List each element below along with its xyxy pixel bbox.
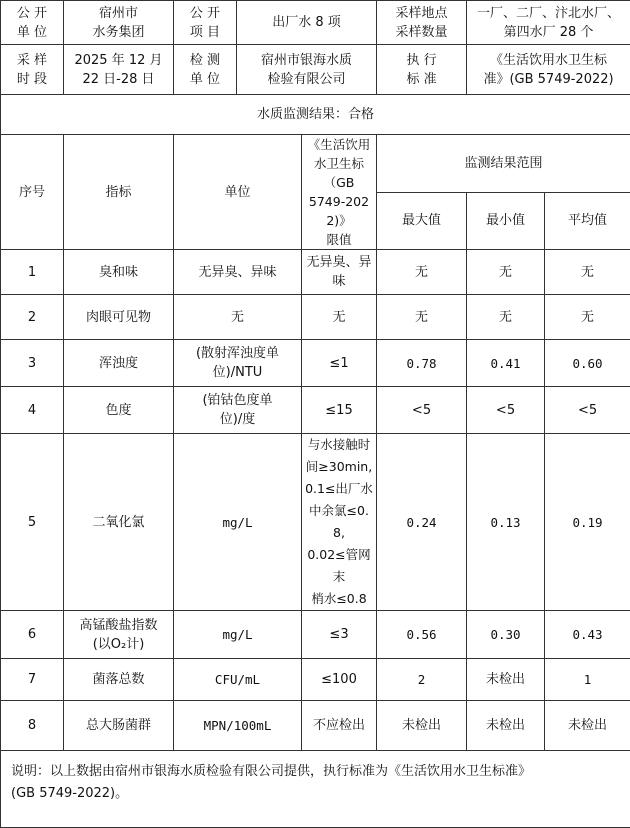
row-no: 7 <box>1 659 64 701</box>
row-no: 5 <box>1 434 64 611</box>
col-no: 序号 <box>1 135 64 250</box>
row-avg: <5 <box>545 387 630 434</box>
row-max: 0.78 <box>377 340 467 387</box>
row-max: 2 <box>377 659 467 701</box>
row-avg: 无 <box>545 250 630 295</box>
row-no: 3 <box>1 340 64 387</box>
row-no: 6 <box>1 611 64 659</box>
col-indicator: 指标 <box>64 135 174 250</box>
row-min: 无 <box>467 295 545 340</box>
row-min: 0.41 <box>467 340 545 387</box>
site-label: 采样地点 采样数量 <box>377 1 467 45</box>
row-max: 0.24 <box>377 434 467 611</box>
table-row <box>1 434 630 611</box>
row-indicator: 色度 <box>64 387 174 434</box>
unit-value: 宿州市 水务集团 <box>64 1 174 45</box>
row-indicator: 二氧化氯 <box>64 434 174 611</box>
row-no: 2 <box>1 295 64 340</box>
site-value: 一厂、二厂、汴北水厂、 第四水厂 28 个 <box>467 1 630 45</box>
row-limit: ≤3 <box>302 611 377 659</box>
row-indicator: 总大肠菌群 <box>64 701 174 751</box>
table-row <box>1 701 630 751</box>
row-avg: 0.43 <box>545 611 630 659</box>
table-row <box>1 250 630 295</box>
row-max: 0.56 <box>377 611 467 659</box>
row-unit: (铂钴色度单 位)/度 <box>174 387 302 434</box>
row-limit: ≤1 <box>302 340 377 387</box>
org-label: 检 测 单 位 <box>174 45 237 95</box>
row-min: 无 <box>467 250 545 295</box>
row-unit: MPN/100mL <box>174 701 302 751</box>
row-avg: 0.19 <box>545 434 630 611</box>
row-min: <5 <box>467 387 545 434</box>
table-row <box>1 340 630 387</box>
row-unit: (散射浑浊度单 位)/NTU <box>174 340 302 387</box>
row-avg: 0.60 <box>545 340 630 387</box>
table-row <box>1 387 630 434</box>
result-title: 水质监测结果：合格 <box>1 95 630 135</box>
row-unit: 无 <box>174 295 302 340</box>
row-limit: 不应检出 <box>302 701 377 751</box>
col-min: 最小值 <box>467 192 545 250</box>
row-indicator: 浑浊度 <box>64 340 174 387</box>
project-label: 公 开 项 目 <box>174 1 237 45</box>
row-unit: CFU/mL <box>174 659 302 701</box>
std-value: 《生活饮用水卫生标 准》(GB 5749-2022) <box>467 45 630 95</box>
period-label: 采 样 时 段 <box>1 45 64 95</box>
row-limit: ≤15 <box>302 387 377 434</box>
row-avg: 未检出 <box>545 701 630 751</box>
std-label: 执 行 标 准 <box>377 45 467 95</box>
row-avg: 无 <box>545 295 630 340</box>
row-unit: 无异臭、异味 <box>174 250 302 295</box>
row-unit: mg/L <box>174 611 302 659</box>
row-limit: ≤100 <box>302 659 377 701</box>
row-indicator: 臭和味 <box>64 250 174 295</box>
col-avg: 平均值 <box>545 192 630 250</box>
col-max: 最大值 <box>377 192 467 250</box>
row-min: 0.13 <box>467 434 545 611</box>
row-max: 未检出 <box>377 701 467 751</box>
row-unit: mg/L <box>174 434 302 611</box>
row-max: 无 <box>377 250 467 295</box>
org-value: 宿州市银海水质 检验有限公司 <box>237 45 377 95</box>
col-unit: 单位 <box>174 135 302 250</box>
row-min: 0.30 <box>467 611 545 659</box>
footnote: 说明：以上数据由宿州市银海水质检验有限公司提供，执行标准为《生活饮用水卫生标准》 (GB 5749-2022)。 <box>1 751 630 828</box>
row-indicator: 菌落总数 <box>64 659 174 701</box>
row-indicator: 高锰酸盐指数 (以O₂计) <box>64 611 174 659</box>
project-value: 出厂水 8 项 <box>237 1 377 45</box>
row-avg: 1 <box>545 659 630 701</box>
row-limit: 无 <box>302 295 377 340</box>
row-limit: 无异臭、异味 <box>302 250 377 295</box>
row-max: 无 <box>377 295 467 340</box>
row-min: 未检出 <box>467 659 545 701</box>
period-value: 2025 年 12 月 22 日-28 日 <box>64 45 174 95</box>
row-limit: 与水接触时 间≥30min, 0.1≤出厂水 中余氯≤0.8, 0.02≤管网末 梢水≤0.8 <box>302 434 377 611</box>
row-min: 未检出 <box>467 701 545 751</box>
col-limit: 《生活饮用 水卫生标（GB 5749-2022)》 限值 <box>302 135 377 250</box>
table-row <box>1 611 630 659</box>
row-no: 8 <box>1 701 64 751</box>
row-max: <5 <box>377 387 467 434</box>
row-indicator: 肉眼可见物 <box>64 295 174 340</box>
unit-label: 公 开 单 位 <box>1 1 64 45</box>
table-row <box>1 659 630 701</box>
row-no: 4 <box>1 387 64 434</box>
row-no: 1 <box>1 250 64 295</box>
table-row <box>1 295 630 340</box>
col-range: 监测结果范围 <box>377 135 630 193</box>
